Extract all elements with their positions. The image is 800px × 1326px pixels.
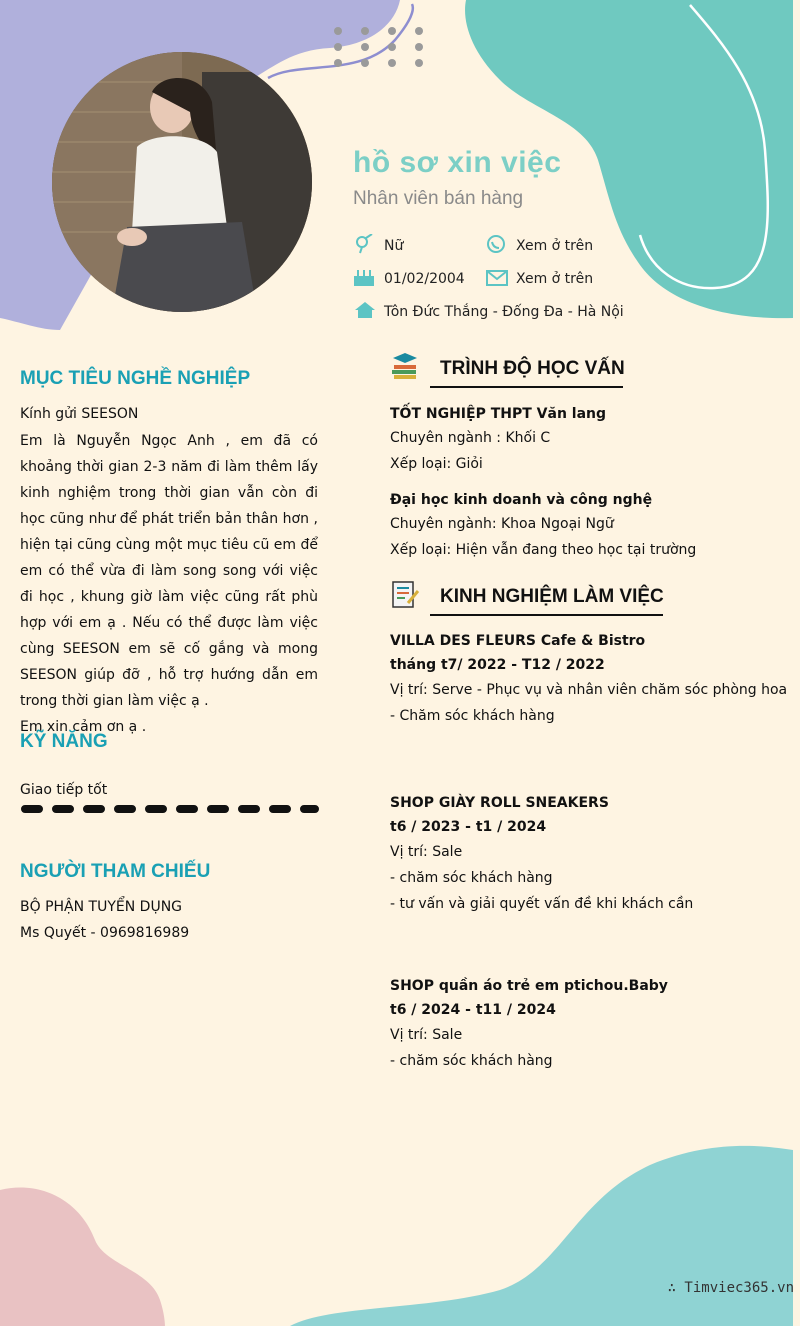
experience-clipboard-icon: [390, 579, 420, 609]
address-value: Tôn Đức Thắng - Đống Đa - Hà Nội: [384, 304, 624, 320]
job-company-3: SHOP quần áo trẻ em ptichou.Baby: [390, 978, 668, 994]
skill-level-bar: [20, 804, 320, 814]
skill-name: Giao tiếp tốt: [20, 782, 108, 798]
job-line: - chăm sóc khách hàng: [390, 870, 553, 886]
birthday-cake-icon: [353, 267, 375, 287]
education-title: TRÌNH ĐỘ HỌC VẤN: [440, 358, 625, 379]
job-line: - tư vấn và giải quyết vấn đề khi khách cần: [390, 896, 694, 912]
job-line: Vị trí: Sale: [390, 844, 463, 860]
job-company-2: SHOP GIÀY ROLL SNEAKERS: [390, 795, 609, 811]
experience-title: KINH NGHIỆM LÀM VIỆC: [440, 586, 664, 607]
gender-icon: [354, 234, 374, 254]
email-icon: [486, 269, 508, 287]
job-line: - Chăm sóc khách hàng: [390, 708, 555, 724]
watermark: ∴ Timviec365.vn: [667, 1280, 794, 1296]
education-underline: [430, 386, 623, 388]
reference-line-2: Ms Quyết - 0969816989: [20, 925, 190, 941]
job-line: Vị trí: Sale: [390, 1027, 463, 1043]
phone-value: Xem ở trên: [516, 238, 594, 254]
gender-value: Nữ: [384, 238, 404, 254]
education-major-2: Chuyên ngành: Khoa Ngoại Ngữ: [390, 516, 614, 532]
objective-title: MỤC TIÊU NGHỀ NGHIỆP: [20, 368, 251, 389]
objective-text: Em là Nguyễn Ngọc Anh , em đã có khoảng thời gian 2-3 năm đi làm thêm lấy kinh nghiệm trong thời gian vẫn còn đi học cũng như để phát triển bản thân hơn , hiện tại cũng cùng một mục tiêu cũ em để em có thể vừa đi làm song song với việc đi học , khung giờ làm việc cũng rất phù hợp với em ạ . Nếu có thể được làm việc cùng SEESON em sẽ cố gắng và mong SEESON giúp đỡ , hỗ trợ hướng dẫn em trong thời gian làm việc ạ .: [20, 433, 319, 709]
job-title: Nhân viên bán hàng: [353, 188, 524, 209]
objective-greeting: Kính gửi SEESON: [20, 406, 139, 422]
job-line: Vị trí: Serve - Phục vụ và nhân viên chăm sóc phòng hoa: [390, 682, 788, 698]
education-school-1: TỐT NGHIỆP THPT Văn lang: [390, 406, 607, 422]
references-title: NGƯỜI THAM CHIẾU: [20, 861, 211, 882]
job-period-2: t6 / 2023 - t1 / 2024: [390, 819, 547, 835]
home-icon: [354, 300, 376, 320]
job-company-1: VILLA DES FLEURS Cafe & Bistro: [390, 633, 646, 649]
objective-closing: Em xin cảm ơn ạ .: [20, 719, 147, 735]
phone-icon: [486, 234, 506, 254]
objective-body: [20, 428, 318, 740]
skills-title: KỸ NĂNG: [20, 731, 108, 752]
birthday-value: 01/02/2004: [384, 271, 465, 287]
job-period-1: tháng t7/ 2022 - T12 / 2022: [390, 657, 605, 673]
experience-underline: [430, 614, 663, 616]
job-line: - chăm sóc khách hàng: [390, 1053, 553, 1069]
education-school-2: Đại học kinh doanh và công nghệ: [390, 492, 653, 508]
reference-line-1: BỘ PHẬN TUYỂN DỤNG: [20, 899, 183, 915]
education-major-1: Chuyên ngành : Khối C: [390, 430, 551, 446]
page-title: hồ sơ xin việc: [353, 146, 562, 179]
education-grade-1: Xếp loại: Giỏi: [390, 456, 483, 472]
email-value: Xem ở trên: [516, 271, 594, 287]
job-period-3: t6 / 2024 - t11 / 2024: [390, 1002, 556, 1018]
education-grade-2: Xếp loại: Hiện vẫn đang theo học tại trường: [390, 542, 697, 558]
profile-photo: [52, 52, 312, 312]
education-books-icon: [390, 351, 420, 381]
